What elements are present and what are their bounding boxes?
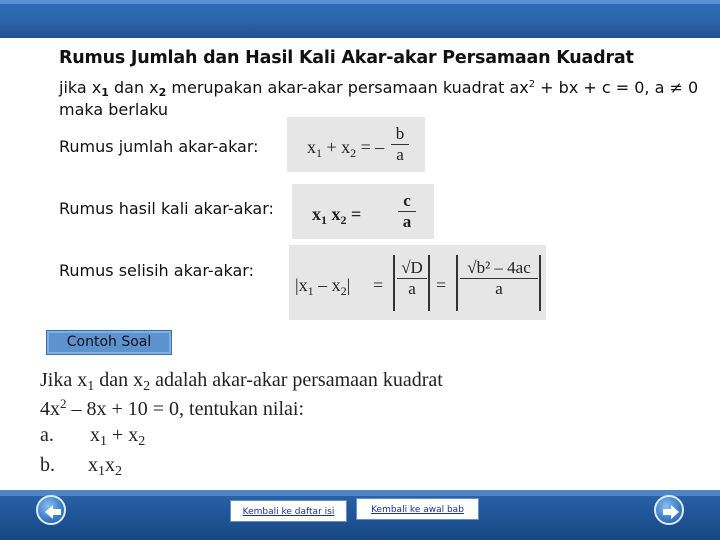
abs-bar-right-2 bbox=[539, 255, 541, 311]
intro-text: merupakan akar-akar persamaan kuadrat ax bbox=[166, 78, 529, 97]
soal-item-b bbox=[40, 454, 122, 479]
sub: 2 bbox=[138, 434, 146, 449]
daftar-isi-link[interactable]: Kembali ke daftar isi bbox=[230, 500, 347, 522]
jumlah-formula bbox=[287, 117, 425, 172]
var-x: x bbox=[88, 454, 98, 476]
var-x: x bbox=[105, 454, 115, 476]
soal-text: dan x bbox=[94, 369, 144, 391]
jumlah-label: Rumus jumlah akar-akar: bbox=[59, 137, 259, 156]
intro-text: dan x bbox=[108, 78, 159, 97]
sub: 2 bbox=[143, 379, 151, 394]
soal-text: Jika x bbox=[40, 369, 88, 391]
sub: 2 bbox=[115, 464, 122, 479]
sub: 1 bbox=[98, 464, 105, 479]
sub: 1 bbox=[87, 379, 95, 394]
var-x: x bbox=[90, 424, 100, 446]
contoh-soal-button[interactable]: Contoh Soal bbox=[46, 330, 172, 355]
hasil-formula bbox=[292, 184, 434, 239]
var-x: + x bbox=[107, 424, 139, 446]
soal-text: 4x bbox=[40, 398, 60, 420]
hasil-fraction bbox=[398, 192, 416, 231]
intro-sub: 1 bbox=[101, 86, 109, 99]
var-x: x bbox=[327, 204, 341, 224]
soal-text: adalah akar-akar persamaan kuadrat bbox=[150, 369, 443, 391]
jumlah-fraction bbox=[391, 125, 409, 164]
denominator: a bbox=[408, 279, 416, 298]
var-x: x bbox=[307, 137, 316, 157]
denominator: a bbox=[402, 212, 412, 231]
intro-line-2: maka berlaku bbox=[59, 100, 169, 119]
sub: 2 bbox=[350, 146, 357, 160]
slide-title: Rumus Jumlah dan Hasil Kali Akar-akar Persamaan Kuadrat bbox=[59, 48, 634, 68]
jumlah-lhs bbox=[307, 137, 384, 161]
equals-2: = bbox=[436, 275, 447, 295]
numerator: √b² – 4ac bbox=[467, 258, 531, 277]
intro-text: jika x bbox=[59, 78, 102, 97]
sup: 2 bbox=[60, 396, 67, 411]
numerator: √D bbox=[401, 258, 423, 277]
numerator: c bbox=[403, 191, 411, 210]
top-banner-highlight bbox=[0, 0, 720, 4]
var-x: + x bbox=[322, 137, 351, 157]
sub: 2 bbox=[340, 284, 347, 298]
abs-open: |x bbox=[295, 275, 308, 295]
bottom-banner-highlight bbox=[0, 490, 720, 496]
intro-text: + bx + c = 0, a ≠ 0 bbox=[535, 78, 699, 97]
selisih-lhs bbox=[295, 275, 350, 299]
denominator: a bbox=[495, 279, 503, 298]
intro-sub: 2 bbox=[158, 86, 167, 99]
item-a-expr bbox=[90, 424, 145, 450]
arrow-left-glyph bbox=[43, 502, 63, 522]
hasil-lhs bbox=[312, 204, 361, 228]
equals: = bbox=[346, 204, 362, 224]
soal-text: – 8x + 10 = 0, tentukan nilai: bbox=[66, 398, 305, 420]
sub: 1 bbox=[100, 434, 107, 449]
equals-1: = bbox=[373, 275, 384, 295]
abs-bar-left-2 bbox=[456, 255, 458, 311]
intro-line-1 bbox=[59, 78, 698, 99]
sub: 1 bbox=[307, 284, 314, 298]
soal-line-2 bbox=[40, 396, 304, 421]
soal-item-a bbox=[40, 424, 146, 449]
intro-sup: 2 bbox=[528, 79, 536, 90]
item-b-expr bbox=[88, 454, 122, 480]
numerator: b bbox=[395, 124, 405, 143]
arrow-right-glyph bbox=[661, 502, 681, 522]
item-label: b. bbox=[40, 454, 55, 476]
var-x: x bbox=[312, 204, 321, 224]
abs-close: | bbox=[346, 275, 351, 295]
arrow-left-icon[interactable] bbox=[36, 495, 66, 525]
var-x: – x bbox=[313, 275, 341, 295]
abs-bar-right bbox=[428, 255, 430, 311]
selisih-formula bbox=[289, 245, 546, 320]
selisih-label: Rumus selisih akar-akar: bbox=[59, 261, 254, 280]
soal-line-1 bbox=[40, 369, 443, 395]
hasil-label: Rumus hasil kali akar-akar: bbox=[59, 199, 274, 218]
equals-minus: = – bbox=[356, 137, 385, 157]
sub: 1 bbox=[316, 146, 322, 160]
sub: 2 bbox=[340, 213, 347, 227]
abs-bar-left bbox=[393, 255, 395, 311]
sub: 1 bbox=[321, 213, 327, 227]
denominator: a bbox=[396, 145, 404, 164]
top-banner bbox=[0, 0, 720, 38]
item-label: a. bbox=[40, 424, 54, 446]
arrow-right-icon[interactable] bbox=[654, 495, 684, 525]
selisih-fraction-1 bbox=[397, 259, 427, 298]
selisih-fraction-2 bbox=[460, 259, 538, 298]
awal-bab-link[interactable]: Kembali ke awal bab bbox=[356, 498, 479, 520]
